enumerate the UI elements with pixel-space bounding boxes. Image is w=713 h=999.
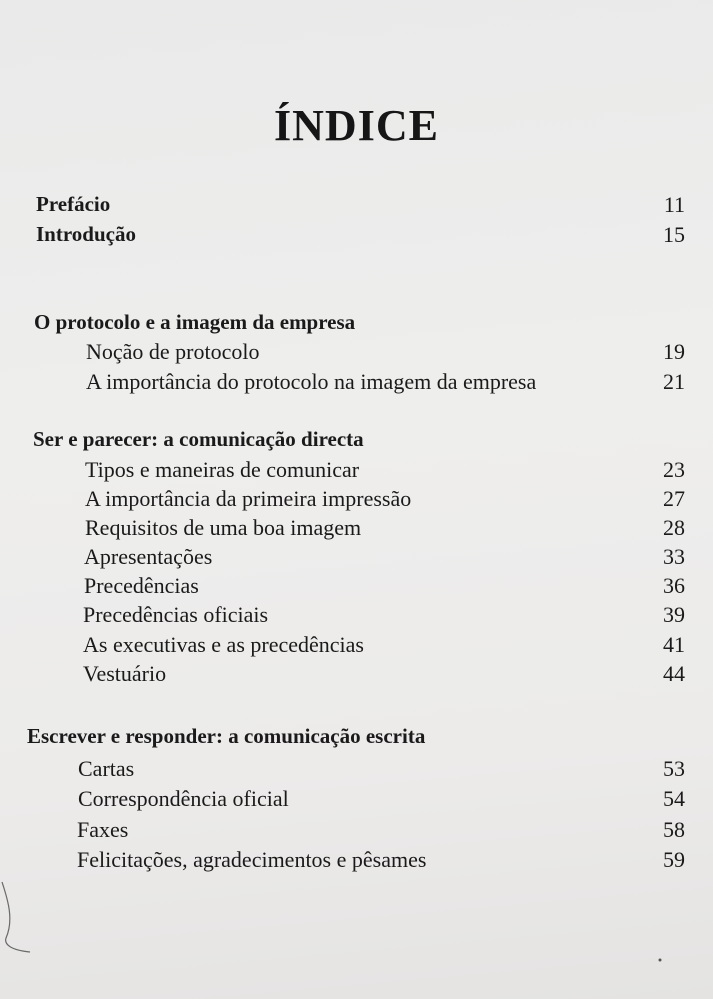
toc-entry-page: 33 [663, 544, 685, 569]
toc-entry [0, 602, 713, 632]
toc-entry-page: 39 [663, 602, 685, 627]
toc-entry-label: Vestuário [83, 661, 167, 686]
toc-entry-label: Cartas [78, 756, 135, 781]
toc-entry-label: Prefácio [36, 192, 111, 216]
toc-section-heading [0, 724, 713, 754]
section-title: Escrever e responder: a comunicação escrita [27, 724, 426, 748]
toc-entry [0, 847, 713, 877]
toc-section-heading [0, 310, 713, 340]
toc-entry-label: Introdução [36, 222, 136, 246]
toc-entry-page: 15 [663, 222, 685, 247]
toc-entry [0, 573, 713, 603]
toc-entry-page: 19 [663, 339, 685, 364]
toc-entry-page: 41 [663, 632, 685, 657]
toc-entry-label: Felicitações, agradecimentos e pêsames [77, 847, 427, 872]
toc-entry-label: As executivas e as precedências [83, 632, 364, 657]
toc-entry-introduction [0, 222, 713, 252]
toc-entry-page: 28 [663, 515, 685, 540]
toc-entry [0, 486, 713, 516]
toc-entry-page: 36 [663, 573, 685, 598]
toc-entry [0, 786, 713, 816]
toc-entry-page: 23 [663, 457, 685, 482]
toc-entry [0, 632, 713, 662]
toc-section-heading [0, 427, 713, 457]
toc-entry-label: Apresentações [84, 544, 213, 569]
section-title: O protocolo e a imagem da empresa [34, 310, 356, 334]
toc-entry-label: Faxes [77, 817, 129, 842]
toc-entry-page: 58 [663, 817, 685, 842]
toc-entry-label: A importância do protocolo na imagem da empresa [86, 369, 537, 394]
dot-mark-icon [656, 956, 664, 964]
toc-entry [0, 515, 713, 545]
toc-entry-label: Noção de protocolo [86, 339, 260, 364]
toc-entry-preface [0, 192, 713, 222]
toc-entry [0, 756, 713, 786]
section-title: Ser e parecer: a comunicação directa [33, 427, 364, 451]
toc-entry [0, 369, 713, 399]
toc-entry-page: 54 [663, 786, 685, 811]
toc-entry-label: Precedências oficiais [83, 602, 269, 627]
toc-entry-page: 11 [663, 192, 685, 217]
toc-entry-label: Precedências [84, 573, 199, 598]
page-curl-icon [0, 880, 40, 960]
show-through-text [420, 4, 425, 27]
toc-entry-page: 44 [663, 661, 685, 686]
toc-entry [0, 544, 713, 574]
toc-entry-page: 53 [663, 756, 685, 781]
toc-entry [0, 339, 713, 369]
toc-entry-page: 59 [663, 847, 685, 872]
toc-entry-label: Correspondência oficial [78, 786, 289, 811]
toc-entry-page: 27 [663, 486, 685, 511]
toc-entry [0, 817, 713, 847]
toc-entry [0, 457, 713, 487]
toc-entry-label: Tipos e maneiras de comunicar [85, 457, 360, 482]
page-title: ÍNDICE [274, 101, 439, 150]
toc-entry-label: Requisitos de uma boa imagem [85, 515, 362, 540]
toc-entry-page: 21 [663, 369, 685, 394]
toc-entry [0, 661, 713, 691]
toc-entry-label: A importância da primeira impressão [85, 486, 412, 511]
